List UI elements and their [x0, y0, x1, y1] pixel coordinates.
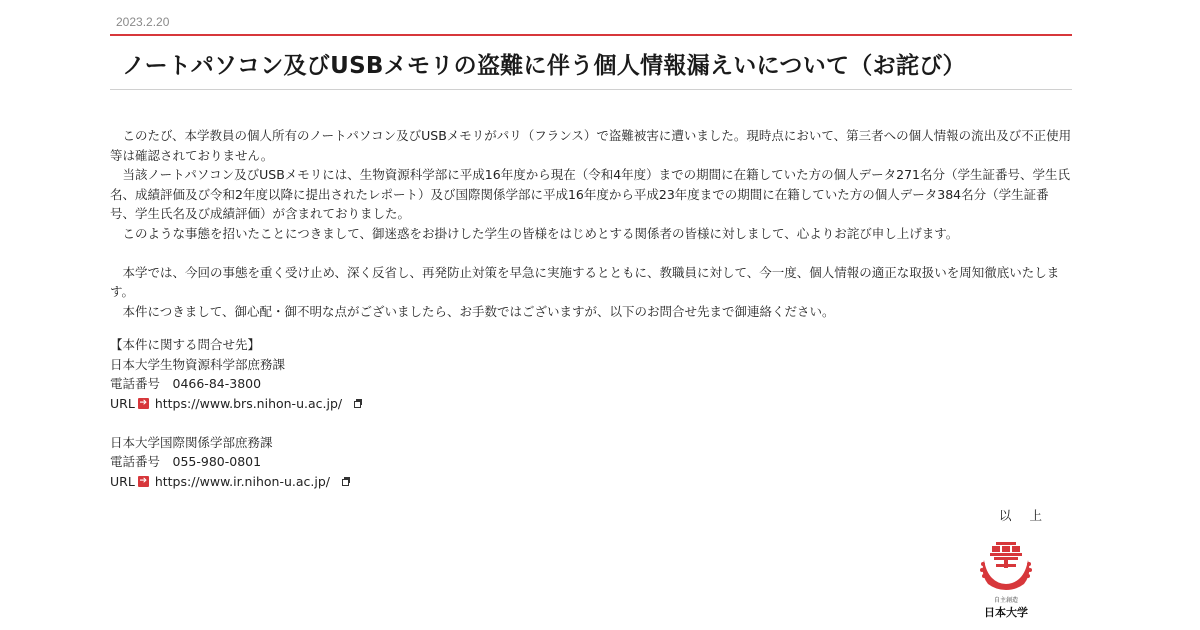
office-url-row	[110, 394, 362, 414]
arrow-right-icon: ➔	[139, 475, 148, 486]
paragraph-gap	[110, 243, 1072, 263]
url-label: URL	[110, 395, 135, 411]
paragraph-affected-data: 当該ノートパソコン及びUSBメモリには、生物資源科学部に平成16年度から現在（令和4年度）までの期間に在籍していた方の個人データ271名分（学生証番号、学生氏名、成績評価及び令和2年度以降に提出されたレポート）及び国際関係学部に平成16年度から平成23年度までの期間に在籍していた方の個人データ384名分（学生証番号、学生氏名及び成績評価）が含まれておりました。	[110, 167, 1071, 221]
arrow-right-icon: ➔	[139, 397, 148, 408]
nihon-university-logo	[974, 540, 1038, 620]
closing-remark: 以上	[998, 508, 1060, 523]
office-url-link[interactable]: https://www.ir.nihon-u.ac.jp/	[154, 473, 330, 489]
logo-motto: 自主創造	[993, 597, 1019, 604]
office-url-row	[110, 472, 362, 492]
notice-page	[110, 0, 1072, 630]
office-phone: 電話番号 0466-84-3800	[110, 376, 262, 391]
publish-date: 2023.2.20	[116, 15, 170, 29]
contact-section	[110, 335, 362, 491]
paragraph-inquiry: 本件につきまして、御心配・御不明な点がございましたら、お手数ではございますが、以下のお問合せ先まで御連絡ください。	[122, 303, 835, 319]
contact-heading: 【本件に関する問合せ先】	[110, 337, 261, 352]
office-url-link[interactable]: https://www.brs.nihon-u.ac.jp/	[154, 395, 343, 411]
new-window-icon	[354, 399, 362, 407]
contact-gap	[110, 413, 362, 433]
notice-body	[110, 126, 1072, 321]
paragraph-countermeasures: 本学では、今回の事態を重く受け止め、深く反省し、再発防止対策を早急に実施するとともに、教職員に対して、今一度、個人情報の適正な取扱いを周知徹底いたします。	[110, 264, 1060, 299]
url-label: URL	[110, 473, 135, 489]
paragraph-incident: このたび、本学教員の個人所有のノートパソコン及びUSBメモリがパリ（フランス）で盗難被害に遭いました。現時点において、第三者への個人情報の流出及び不正使用等は確認されておりません。	[110, 128, 1072, 163]
logo-name: 日本大学	[984, 606, 1028, 619]
paragraph-apology: このような事態を招いたことにつきまして、御迷惑をお掛けした学生の皆様をはじめとする関係者の皆様に対しまして、心よりお詫び申し上げます。	[122, 225, 959, 241]
office-name: 日本大学生物資源科学部庶務課	[110, 356, 286, 372]
new-window-icon	[342, 477, 350, 485]
page-title: ノートパソコン及びUSBメモリの盗難に伴う個人情報漏えいについて（お詫び）	[122, 53, 966, 79]
office-phone: 電話番号 055-980-0801	[110, 454, 262, 469]
title-block	[110, 34, 1072, 90]
office-name: 日本大学国際関係学部庶務課	[110, 434, 273, 450]
